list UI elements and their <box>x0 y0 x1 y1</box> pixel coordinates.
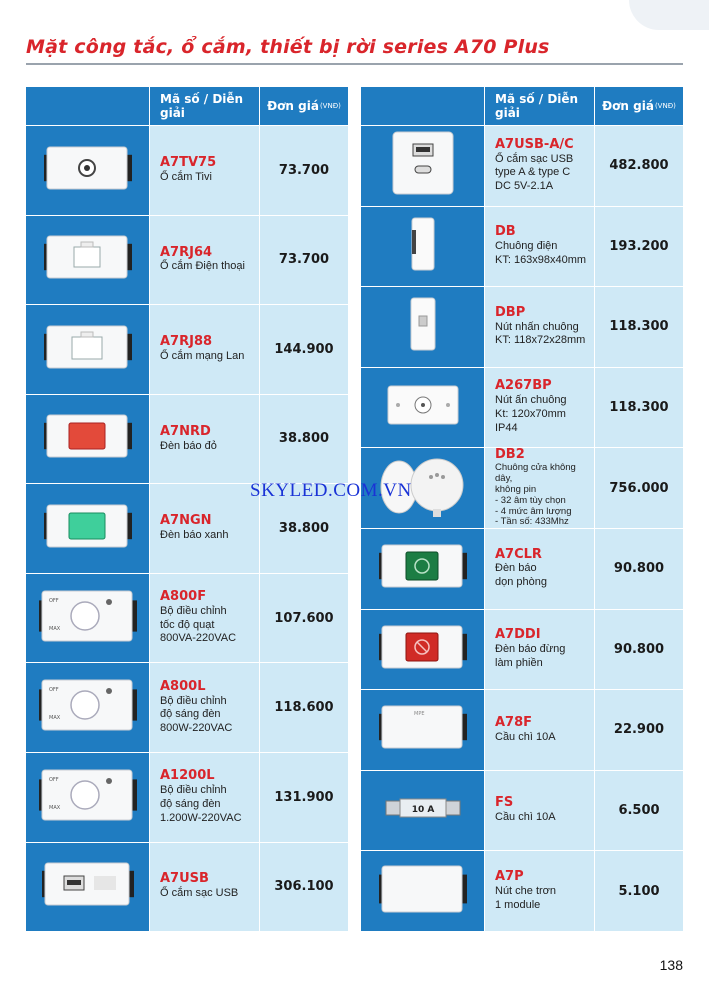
product-description: Đèn báo đừng làm phiền <box>495 643 566 669</box>
table-body <box>361 125 683 931</box>
header-price <box>259 87 348 125</box>
product-code: A7RJ88 <box>160 334 213 350</box>
product-image-cell <box>361 771 484 851</box>
product-image-cell <box>26 216 149 305</box>
product-code: A7USB <box>160 871 209 887</box>
product-description: Ổ cắm mạng Lan <box>160 350 245 362</box>
product-description: Bộ điều chỉnh độ sáng đèn 800W-220VAC <box>160 694 233 734</box>
product-code: A800L <box>160 678 206 694</box>
usb-socket-icon <box>42 862 134 911</box>
product-desc-cell <box>484 610 594 690</box>
product-image-cell <box>26 843 149 932</box>
product-description: Đèn báo xanh <box>160 529 229 542</box>
product-table-left <box>26 87 348 931</box>
product-description: Bộ điều chỉnh tốc độ quạt 800VA-220VAC <box>160 604 237 645</box>
header-image-cell <box>26 87 149 125</box>
product-code: A7TV75 <box>160 154 217 170</box>
product-desc-cell <box>149 574 259 663</box>
phone-socket-icon <box>44 235 132 284</box>
product-price: 482.800 <box>594 126 683 206</box>
product-desc-cell <box>149 484 259 573</box>
product-code: A7CLR <box>495 546 542 562</box>
product-desc-cell <box>484 368 594 448</box>
product-image-cell <box>361 610 484 690</box>
product-code: DB2 <box>495 446 525 462</box>
product-code: DBP <box>495 304 526 320</box>
product-desc-cell <box>484 851 594 931</box>
svg-text:OFF: OFF <box>48 687 59 694</box>
table-row <box>361 609 683 690</box>
product-price: 756.000 <box>594 448 683 528</box>
table-row <box>361 850 683 931</box>
product-description: Ổ cắm Tivi <box>160 170 212 183</box>
product-image-cell <box>361 126 484 206</box>
product-desc-cell <box>149 216 259 305</box>
header-price <box>594 87 683 125</box>
product-price: 306.100 <box>259 843 348 932</box>
fuse-rating-label: 10 A <box>411 805 434 816</box>
product-desc-cell <box>484 448 594 528</box>
lan-socket-icon <box>44 325 132 374</box>
product-price: 90.800 <box>594 610 683 690</box>
product-image-cell <box>361 851 484 931</box>
header-desc: Mã số / Diễn giải <box>484 87 594 125</box>
svg-text:MAX: MAX <box>48 715 60 722</box>
table-row <box>361 689 683 770</box>
product-description: Ổ cắm Điện thoại <box>160 260 245 273</box>
table-row <box>361 770 683 851</box>
product-price: 22.900 <box>594 690 683 770</box>
bell-push-icon <box>407 296 439 357</box>
table-row <box>361 125 683 206</box>
product-code: A78F <box>495 714 533 730</box>
product-price: 90.800 <box>594 529 683 609</box>
table-row <box>26 573 348 663</box>
table-row <box>361 206 683 287</box>
do-not-disturb-indicator-icon <box>379 625 467 674</box>
fan-dimmer-icon <box>39 590 137 647</box>
product-code: DB <box>495 224 516 240</box>
header-price-unit: (VNĐ) <box>654 102 676 110</box>
product-code: A7NRD <box>160 423 211 439</box>
product-description: Cầu chì 10A <box>495 811 556 824</box>
product-price: 193.200 <box>594 207 683 287</box>
product-desc-cell <box>149 126 259 215</box>
product-image-cell <box>26 126 149 215</box>
product-desc-cell <box>149 753 259 842</box>
product-image-cell <box>26 305 149 394</box>
product-description: Đèn báo dọn phòng <box>495 562 547 589</box>
product-code: A1200L <box>160 768 215 784</box>
product-desc-cell <box>484 771 594 851</box>
light-dimmer-icon <box>39 679 137 736</box>
fuse-icon <box>384 795 462 826</box>
product-desc-cell <box>149 663 259 752</box>
product-description: Nút ấn chuông Kt: 120x70mm IP44 <box>495 394 567 434</box>
product-image-cell <box>26 395 149 484</box>
table-row <box>26 304 348 394</box>
table-header <box>361 87 683 125</box>
product-desc-cell <box>149 843 259 932</box>
product-image-cell <box>26 663 149 752</box>
fuse-holder-icon <box>379 705 467 754</box>
product-description: Cầu chì 10A <box>495 730 556 743</box>
product-code: A7RJ64 <box>160 244 213 260</box>
product-desc-cell <box>149 305 259 394</box>
bell-button-icon <box>386 384 460 431</box>
product-code: A267BP <box>495 378 552 394</box>
product-image-cell <box>26 484 149 573</box>
title-divider <box>26 63 683 65</box>
svg-text:OFF: OFF <box>48 776 59 783</box>
product-image-cell <box>361 287 484 367</box>
header-desc: Mã số / Diễn giải <box>149 87 259 125</box>
product-price: 6.500 <box>594 771 683 851</box>
table-row <box>26 215 348 305</box>
product-code: A800F <box>160 589 207 604</box>
watermark: SKYLED.COM.VN <box>250 480 412 501</box>
product-price: 118.300 <box>594 368 683 448</box>
product-description: Nút che trơn 1 module <box>495 884 557 911</box>
product-image-cell <box>361 690 484 770</box>
product-image-cell <box>26 753 149 842</box>
header-price-label: Đơn giá <box>267 99 319 113</box>
light-dimmer-icon <box>39 769 137 826</box>
product-description: Chuông điện KT: 163x98x40mm <box>495 240 587 266</box>
table-body <box>26 125 348 931</box>
product-image-cell <box>26 574 149 663</box>
svg-text:OFF: OFF <box>48 597 59 604</box>
red-indicator-icon <box>44 414 132 463</box>
product-table-right <box>361 87 683 931</box>
table-row <box>361 286 683 367</box>
product-desc-cell <box>484 287 594 367</box>
product-image-cell <box>361 207 484 287</box>
product-description: Chuông cửa không dây, không pin - 32 âm tùy chọn - 4 mức âm lượng - Tần số: 433Mhz <box>495 461 576 528</box>
product-price: 144.900 <box>259 305 348 394</box>
header-price-label: Đơn giá <box>602 99 654 113</box>
svg-text:MPE: MPE <box>413 711 424 718</box>
product-price: 73.700 <box>259 216 348 305</box>
product-desc-cell <box>484 529 594 609</box>
product-desc-cell <box>484 126 594 206</box>
product-description: Ổ cắm sạc USB type A & type C DC 5V-2.1A <box>495 152 574 193</box>
product-desc-cell <box>484 207 594 287</box>
product-price: 118.600 <box>259 663 348 752</box>
product-price: 38.800 <box>259 484 348 573</box>
header-image-cell <box>361 87 484 125</box>
product-price: 73.700 <box>259 126 348 215</box>
product-description: Ổ cắm sạc USB <box>160 887 239 900</box>
product-desc-cell <box>484 690 594 770</box>
page-title: Mặt công tắc, ổ cắm, thiết bị rời series A70 Plus <box>26 36 550 58</box>
product-code: A7NGN <box>160 513 212 529</box>
product-code: FS <box>495 795 514 811</box>
product-price: 38.800 <box>259 395 348 484</box>
product-image-cell <box>361 368 484 448</box>
product-price: 131.900 <box>259 753 348 842</box>
product-description: Bộ điều chỉnh độ sáng đèn 1.200W-220VAC <box>160 784 242 824</box>
product-price: 118.300 <box>594 287 683 367</box>
product-code: A7USB-A/C <box>495 136 574 152</box>
svg-text:MAX: MAX <box>48 804 60 811</box>
product-code: A7DDI <box>495 627 541 643</box>
product-desc-cell <box>149 395 259 484</box>
product-code: A7P <box>495 868 524 884</box>
svg-text:MAX: MAX <box>48 625 60 632</box>
table-row <box>26 752 348 842</box>
corner-decoration <box>629 0 709 30</box>
header-price-unit: (VNĐ) <box>319 102 341 110</box>
tv-socket-icon <box>44 146 132 195</box>
usb-ac-socket-icon <box>391 130 455 201</box>
table-row <box>26 394 348 484</box>
table-row <box>26 842 348 932</box>
doorbell-icon <box>408 216 438 277</box>
page-number: 138 <box>659 957 683 973</box>
clean-room-indicator-icon <box>379 544 467 593</box>
product-image-cell <box>361 529 484 609</box>
table-row <box>26 662 348 752</box>
product-description: Nút nhấn chuông KT: 118x72x28mm <box>495 320 586 347</box>
table-header <box>26 87 348 125</box>
table-row <box>26 125 348 215</box>
product-price: 107.600 <box>259 574 348 663</box>
product-description: Đèn báo đỏ <box>160 439 217 452</box>
table-row <box>361 528 683 609</box>
green-indicator-icon <box>44 504 132 553</box>
table-row <box>361 367 683 448</box>
product-price: 5.100 <box>594 851 683 931</box>
blank-plate-icon <box>379 865 467 918</box>
